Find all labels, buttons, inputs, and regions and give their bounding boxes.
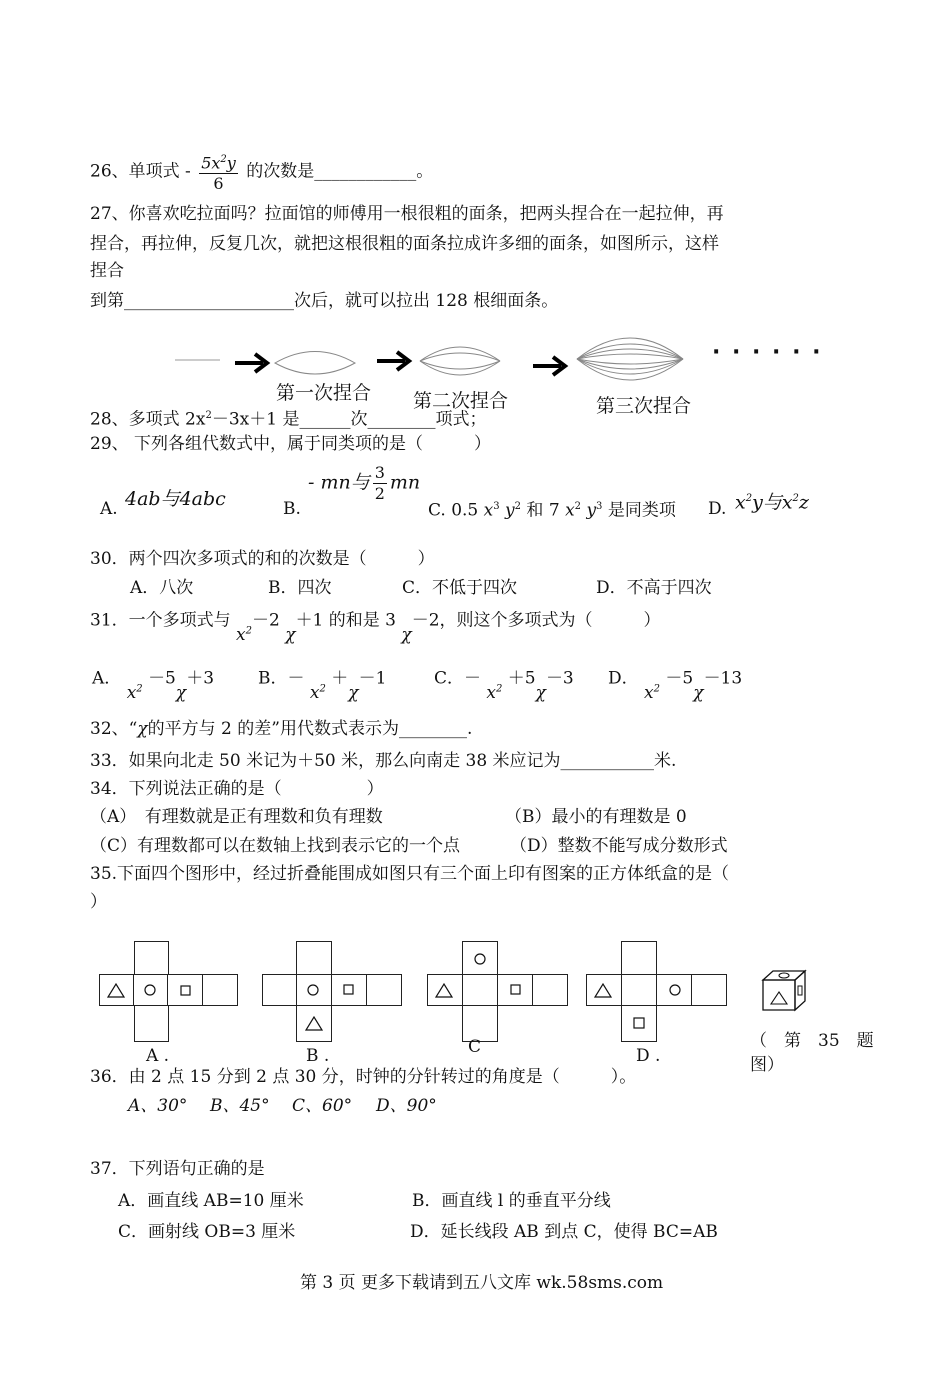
q31-b-x: χ — [348, 682, 359, 703]
net-b-face-1 — [262, 974, 297, 1006]
q26-num-tail: y — [226, 153, 236, 173]
q31-c-x2-base: x — [486, 682, 497, 703]
square-icon — [498, 975, 531, 1004]
q29-b-num: 3 — [374, 463, 385, 482]
q37-option-c: C．画射线 OB=3 厘米 — [118, 1222, 296, 1242]
triangle-icon — [297, 1006, 330, 1040]
q31-a-x2-sup: 2 — [136, 683, 143, 694]
net-b-face-4 — [366, 974, 402, 1006]
q31-stem3: ＋1 的和是 3 — [295, 610, 397, 631]
q36-option-a: A、30° — [128, 1096, 188, 1116]
square-icon — [622, 1006, 655, 1040]
q32-blank: ________ — [398, 719, 467, 739]
q31-x2-sup: 2 — [245, 625, 253, 636]
q27-blank: ____________________ — [124, 291, 294, 311]
q27-line4 — [90, 290, 558, 312]
square-icon — [332, 975, 364, 1004]
q29-d-label: D. — [708, 499, 727, 519]
q31-option-a — [92, 664, 215, 703]
net-d-label: D . — [636, 1046, 661, 1066]
triangle-icon — [771, 992, 787, 1004]
q29-b-label: B. — [283, 499, 301, 519]
q29-c-tail: 是同类项 — [607, 500, 676, 521]
q34-option-d: （D）整数不能写成分数形式 — [510, 836, 728, 856]
q29-d-s1: 2 — [745, 493, 753, 504]
q29-c-s1: 3 — [493, 501, 500, 512]
net-a-face-2 — [133, 974, 168, 1006]
circle-icon — [657, 975, 690, 1004]
q29-b-den: 2 — [374, 484, 385, 503]
q27-line1: 27、你喜欢吃拉面吗？拉面馆的师傅用一根很粗的面条，把两头捏合在一起拉伸，再 — [90, 204, 724, 224]
q31-c-x2-sup: 2 — [496, 683, 503, 694]
net-a-face-4 — [202, 974, 238, 1006]
q36-option-c: C、60° — [292, 1096, 353, 1116]
q37-stem: 37．下列语句正确的是 — [90, 1159, 265, 1179]
q31-b-2: －1 — [358, 668, 387, 689]
q29-d-expr — [735, 488, 809, 513]
q34-stem: 34．下列说法正确的是（ ） — [90, 779, 384, 799]
q36-option-d: D、90° — [376, 1096, 437, 1116]
q31-d-2: －13 — [703, 668, 743, 689]
q26-num: 5x — [201, 153, 221, 173]
q31-stem4: －2，则这个多项式为（ ） — [411, 610, 661, 631]
q31-c-x2 — [486, 683, 502, 703]
arrow-icon — [235, 354, 267, 372]
q31-stem — [90, 606, 661, 645]
net-c-face-4 — [532, 974, 568, 1006]
net-d-face-1 — [586, 974, 622, 1006]
q33-text: 33．如果向北走 50 米记为＋50 米，那么向南走 38 米应记为 — [90, 751, 561, 771]
square-icon — [168, 975, 200, 1004]
net-a-face-top — [134, 941, 169, 976]
q26-denominator: 6 — [213, 174, 224, 194]
q31-d-1: －5 — [665, 668, 694, 689]
q31-stem2: －2 — [252, 610, 280, 631]
q29-b-fraction — [373, 463, 387, 504]
q30-option-b: B．四次 — [268, 578, 332, 598]
net-d-face-3 — [656, 974, 692, 1006]
q35-caption2: 图） — [750, 1055, 784, 1075]
q29-a-label: A. — [100, 499, 118, 519]
net-d-face-bottom — [621, 1005, 657, 1042]
circle-icon — [779, 973, 789, 978]
circle-icon — [134, 975, 166, 1004]
triangle-icon — [587, 975, 620, 1004]
net-c-face-1 — [427, 974, 463, 1006]
net-d-face-4 — [691, 974, 727, 1006]
q29-d-z: z — [798, 491, 809, 514]
square-icon — [798, 986, 802, 995]
net-d-face-2 — [621, 974, 657, 1006]
q31-c-x: χ — [535, 682, 546, 703]
net-b-face-2 — [296, 974, 332, 1006]
circle-icon — [463, 942, 496, 974]
net-d-face-top — [621, 941, 657, 976]
q29-b-expr1: - mn与 — [308, 471, 370, 494]
q31-a-2: ＋3 — [186, 668, 215, 689]
q34-option-c: （C）有理数都可以在数轴上找到表示它的一个点 — [90, 836, 461, 856]
noodle-loop-2 — [420, 347, 500, 375]
net-c-face-3 — [497, 974, 533, 1006]
triangle-icon — [100, 975, 132, 1004]
q36-stem: 36．由 2 点 15 分到 2 点 30 分，时钟的分针转过的角度是（ ）。 — [90, 1067, 637, 1087]
q37-option-d: D．延长线段 AB 到点 C，使得 BC=AB — [410, 1222, 718, 1242]
q31-option-d — [608, 664, 743, 703]
noodle-loop-3 — [577, 338, 683, 380]
q31-d-x2-sup: 2 — [653, 683, 661, 694]
net-a-face-bottom — [134, 1005, 169, 1042]
q29-c-s2: 2 — [514, 501, 522, 512]
q29-a-expr: 4ab与4abc — [125, 488, 226, 510]
q28-text1: 28、多项式 2x — [90, 409, 206, 430]
q31-a-label: A． — [92, 668, 122, 689]
q29-stem: 29、 下列各组代数式中，属于同类项的是（ ） — [90, 434, 492, 454]
q26-fraction — [199, 150, 238, 194]
q31-a-x: χ — [175, 682, 187, 703]
circle-icon — [297, 975, 329, 1004]
q26-blank: ____________ — [314, 161, 417, 182]
q26-prefix: 26、单项式 — [90, 161, 180, 182]
q28-text3: 次 — [350, 409, 368, 430]
q29-c — [428, 496, 676, 522]
q31-d-x2-base: x — [644, 682, 654, 703]
q27-label-1: 第一次捏合 — [276, 382, 372, 404]
q31-c-label: C．－ — [434, 668, 482, 689]
q31-b-label: B．－ — [258, 668, 305, 689]
q30-option-d: D．不高于四次 — [596, 578, 712, 598]
net-a-label: A . — [146, 1046, 170, 1066]
q26-num-sup: 2 — [220, 154, 227, 165]
net-c-face-2 — [462, 974, 498, 1006]
q31-x2-base: x — [236, 624, 246, 645]
triangle-icon — [428, 975, 461, 1004]
q31-d-x2 — [644, 683, 660, 703]
net-c-label: C — [468, 1037, 482, 1057]
q34-option-b: （B）最小的有理数是 0 — [505, 807, 687, 827]
cube-figure — [760, 968, 810, 1012]
q35-caption1: （ 第 35 题 — [750, 1031, 874, 1051]
q29-d-s2: 2 — [792, 493, 799, 504]
q31-c-2: －3 — [545, 668, 574, 689]
q37-option-b: B．画直线 l 的垂直平分线 — [412, 1191, 611, 1211]
q28-text2: －3x＋1 是 — [211, 409, 300, 430]
q31-x1: χ — [285, 624, 296, 645]
q26-numerator — [199, 150, 238, 174]
q31-stem1: 31．一个多项式与 — [90, 610, 231, 631]
q31-b-x2-sup: 2 — [319, 683, 326, 694]
q36-option-b: B、45° — [210, 1096, 270, 1116]
q32-x: χ — [137, 719, 148, 739]
q35-stem1: 35.下面四个图形中，经过折叠能围成如图只有三个面上印有图案的正方体纸盒的是（ — [90, 864, 730, 884]
q31-a-x2-base: x — [126, 682, 137, 703]
net-a-face-3 — [167, 974, 203, 1006]
q29-c-s3: 2 — [574, 501, 582, 512]
q26 — [90, 150, 433, 194]
q26-neg: - — [185, 161, 191, 182]
q29-c-s4: 3 — [596, 501, 603, 512]
q31-b-x2 — [310, 683, 326, 703]
arrow-icon — [377, 352, 409, 370]
q33 — [90, 750, 676, 772]
q26-end: 。 — [416, 161, 434, 182]
q27-dots: · · · · · · — [712, 340, 823, 365]
q30-stem: 30．两个四次多项式的和的次数是（ ） — [90, 549, 435, 569]
q32-text1: 32、“ — [90, 719, 138, 739]
q31-d-x: χ — [693, 682, 704, 703]
noodle-loop-1 — [275, 352, 355, 375]
q29-d-mid: y与x — [752, 491, 793, 514]
q32 — [90, 718, 472, 740]
q28-text4: 项式； — [435, 409, 487, 430]
net-b-face-top — [296, 941, 332, 976]
q31-b-x2-base: x — [309, 682, 320, 703]
q31-b-1: ＋ — [331, 668, 349, 689]
q30-option-c: C．不低于四次 — [402, 578, 518, 598]
net-b-label: B . — [306, 1046, 330, 1066]
q29-b-expr — [308, 463, 420, 504]
q34-option-a: （A） 有理数就是正有理数和负有理数 — [90, 807, 383, 827]
q27-line2: 捏合，再拉伸，反复几次，就把这根很粗的面条拉成许多细的面条，如图所示，这样 — [90, 234, 719, 254]
q28 — [90, 405, 486, 431]
q35-stem2: ） — [90, 892, 107, 912]
net-b-face-3 — [331, 974, 367, 1006]
q31-x2 — [236, 625, 252, 645]
q31-a-x2 — [127, 683, 143, 703]
net-c-face-top — [462, 941, 498, 976]
q29-c-and: 和 7 — [526, 500, 560, 521]
q27-label-2: 第二次捏合 — [413, 390, 509, 412]
q28-blank1: ______ — [299, 409, 351, 430]
q28-blank2: ________ — [367, 409, 436, 430]
q27-line4a: 到第 — [90, 291, 124, 311]
q29-d-x: x — [735, 491, 746, 514]
arrow-icon — [533, 357, 565, 375]
q31-c-1: ＋5 — [507, 668, 536, 689]
q31-option-b — [258, 664, 387, 703]
q31-x1b: χ — [401, 624, 412, 645]
net-b-face-bottom — [296, 1005, 332, 1042]
q32-end: . — [466, 719, 473, 739]
net-a-face-1 — [99, 974, 134, 1006]
q33-blank: ___________ — [560, 751, 655, 771]
q29-b-expr2: mn — [389, 471, 421, 494]
q31-a-1: －5 — [148, 668, 176, 689]
q31-d-label: D． — [608, 668, 639, 689]
q32-text2: 的平方与 2 的差”用代数式表示为 — [147, 719, 399, 739]
q27-label-3: 第三次捏合 — [596, 395, 692, 417]
q29-c-y: y — [505, 500, 515, 521]
q33-end: 米. — [654, 751, 677, 771]
q29-c-y2: y — [586, 500, 597, 521]
q30-option-a: A．八次 — [130, 578, 194, 598]
q31-option-c — [434, 664, 574, 703]
page-footer: 第 3 页 更多下载请到五八文库 wk.58sms.com — [300, 1273, 664, 1293]
q27-line4b: 次后，就可以拉出 128 根细面条。 — [294, 291, 559, 311]
q28-sup: 2 — [205, 410, 212, 421]
q29-c-label: C. 0.5 — [428, 500, 479, 521]
q29-c-x2: x — [565, 500, 575, 521]
q37-option-a: A．画直线 AB=10 厘米 — [118, 1191, 304, 1211]
q29-c-x: x — [483, 500, 494, 521]
q26-suffix: 的次数是 — [246, 161, 315, 182]
q27-line3: 捏合 — [90, 261, 124, 281]
